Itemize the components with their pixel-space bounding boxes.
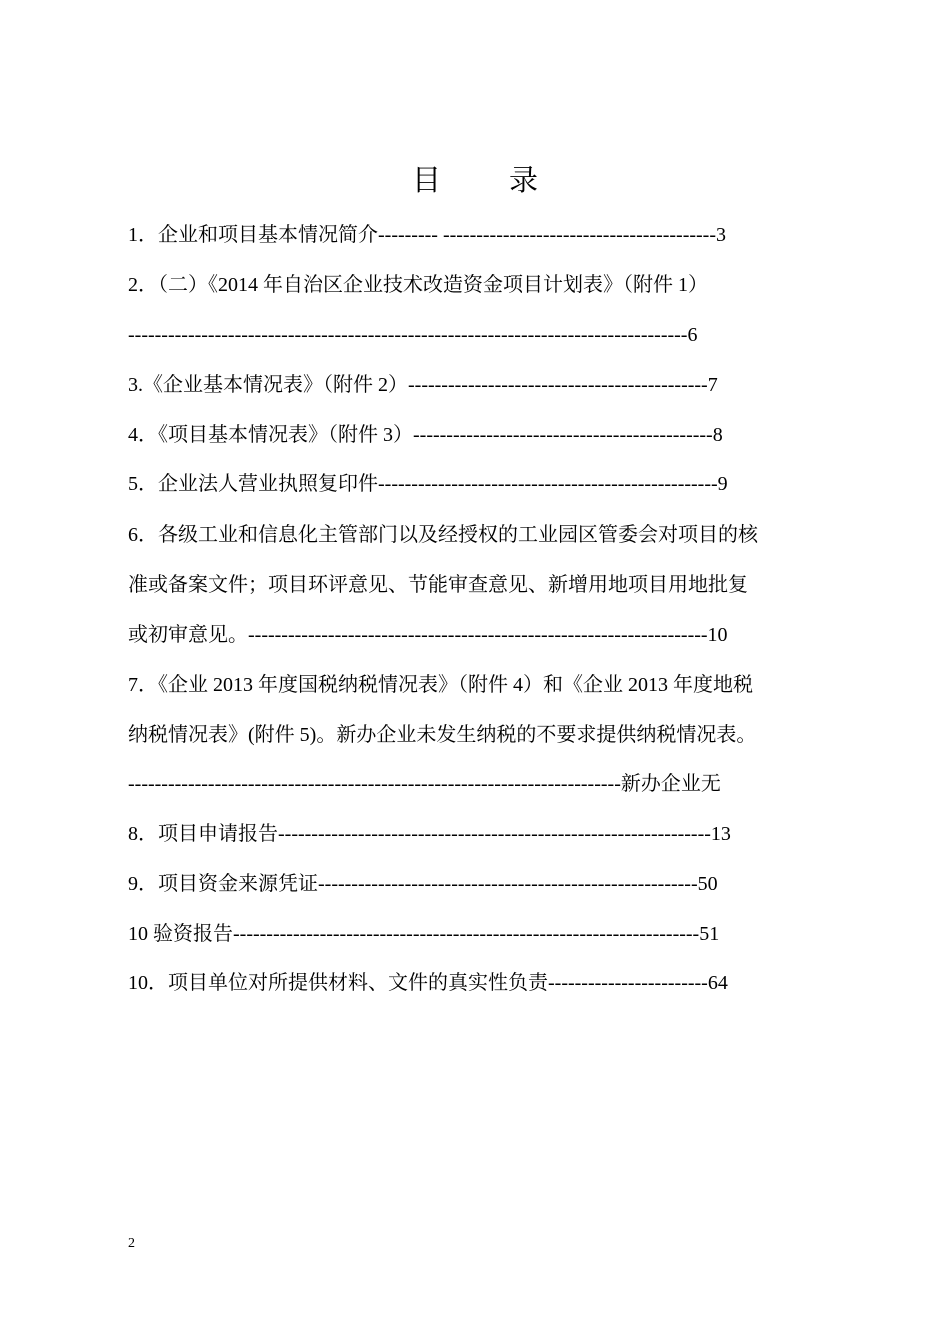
toc-entry-4: 4．《项目基本情况表》（附件 3）---------------------------------------------8 [128, 424, 723, 446]
page-title [0, 158, 950, 199]
toc-entry-9: 9．项目资金来源凭证---------------------------------------------------------50 [128, 873, 718, 895]
toc-entry-10: 10 验资报告----------------------------------------------------------------------51 [128, 923, 720, 945]
title-char-2: 录 [509, 165, 539, 197]
toc-entry-1: 1．企业和项目基本情况简介--------- -----------------------------------------3 [128, 224, 727, 246]
toc-entry-2: 2．（二）《2014 年自治区企业技术改造资金项目计划表》（附件 1） [128, 274, 708, 296]
toc-entry-8: 8．项目申请报告-----------------------------------------------------------------13 [128, 823, 731, 845]
toc-entry-6-line-2: 准或备案文件；项目环评意见、节能审查意见、新增用地项目用地批复 [128, 574, 748, 596]
toc-entry-11: 10．项目单位对所提供材料、文件的真实性负责------------------------64 [128, 972, 728, 994]
toc-entry-7-line-3: --------------------------------------------------------------------------新办企业无 [128, 773, 721, 795]
title-char-1: 目 [411, 165, 441, 197]
toc-entry-5: 5．企业法人营业执照复印件---------------------------------------------------9 [128, 473, 728, 495]
toc-entry-7-line-2: 纳税情况表》(附件 5)。新办企业未发生纳税的不要求提供纳税情况表。 [128, 724, 757, 746]
toc-entry-2-leader: ------------------------------------------------------------------------------------6 [128, 324, 698, 346]
toc-entry-6-line-1: 6．各级工业和信息化主管部门以及经授权的工业园区管委会对项目的核 [128, 524, 758, 546]
toc-entry-6-line-3: 或初审意见。---------------------------------------------------------------------10 [128, 624, 728, 646]
toc-entry-7-line-1: 7．《企业 2013 年度国税纳税情况表》（附件 4）和《企业 2013 年度地税 [128, 674, 753, 696]
toc-entry-3: 3.《企业基本情况表》（附件 2）---------------------------------------------7 [128, 374, 718, 396]
page-number: 2 [128, 1236, 135, 1251]
